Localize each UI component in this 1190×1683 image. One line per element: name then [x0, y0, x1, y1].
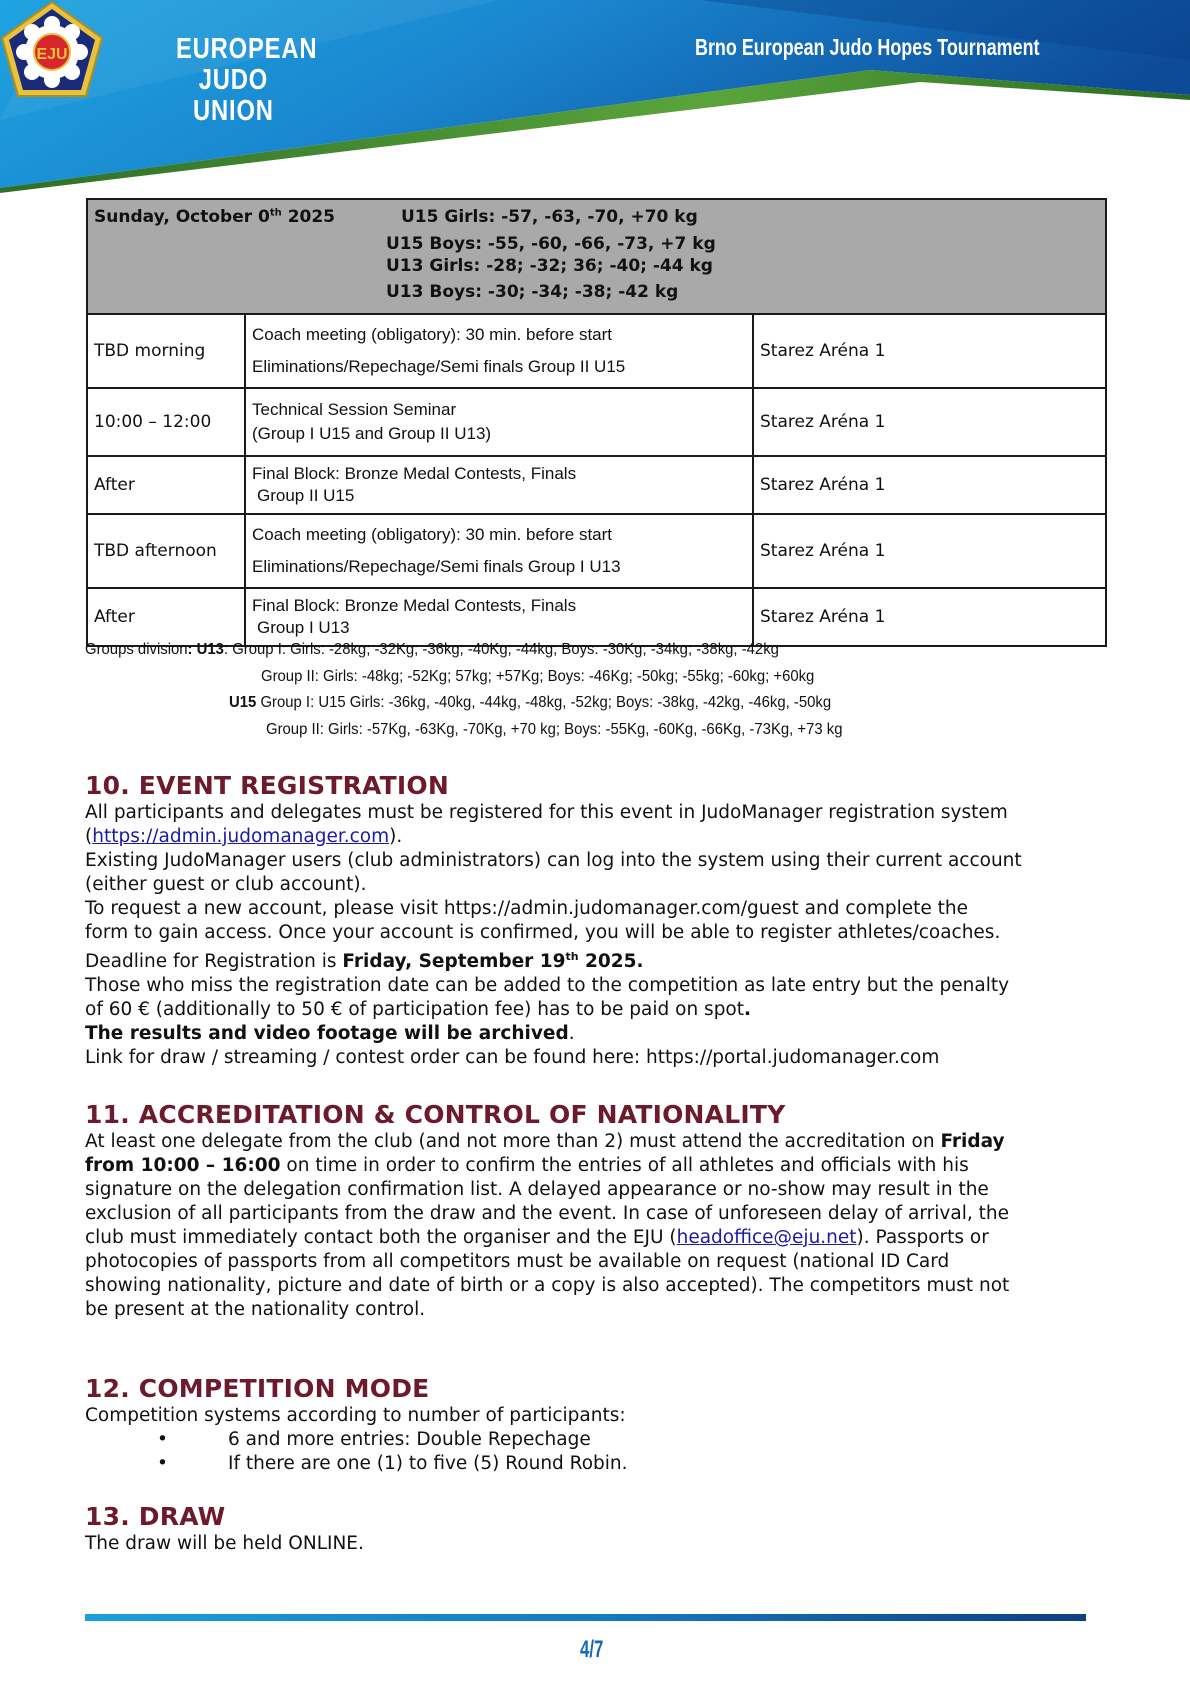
schedule-row	[87, 388, 1106, 456]
svg-text:EJU: EJU	[36, 46, 68, 63]
category-u13-boys: U13 Boys: -30; -34; -38; -42 kg	[386, 282, 679, 302]
groups-u13-group1: Groups division: U13: Group I: Girls: -28kg; -32Kg; -36kg; -40Kg; -44kg; Boys: -30Kg; -34kg; -38kg; -42kg	[85, 641, 779, 658]
header-banner	[0, 0, 1190, 200]
list-item: • 6 and more entries: Double Repechage	[157, 1429, 591, 1450]
schedule-time: TBD morning	[87, 314, 245, 388]
schedule-date: Sunday, October 0th 2025	[94, 207, 336, 227]
section-body: Competition systems according to number of participants:	[85, 1405, 626, 1426]
schedule-header-cell	[87, 199, 1106, 314]
org-name-line: JUDO	[198, 64, 269, 96]
org-name	[176, 33, 318, 127]
schedule-row	[87, 314, 1106, 388]
list-item: • If there are one (1) to five (5) Round Robin.	[157, 1453, 628, 1474]
org-name-line: EUROPEAN	[176, 33, 318, 65]
footer-divider	[85, 1614, 1086, 1621]
groups-u15-group2: Group II: Girls: -57Kg, -63Kg, -70Kg, +70 kg; Boys: -55Kg, -60Kg, -66Kg, -73Kg, +73 kg	[266, 721, 843, 738]
section-title: 11. ACCREDITATION & CONTROL OF NATIONALITY	[85, 1100, 786, 1129]
competition-mode-list	[85, 1428, 1115, 1476]
schedule-description: Final Block: Bronze Medal Contests, Finals Group II U15	[245, 456, 753, 514]
bullet-icon: •	[157, 1453, 168, 1474]
schedule-header-row	[87, 199, 1106, 314]
page-number: 4/7	[580, 1636, 604, 1663]
section-body: At least one delegate from the club (and not more than 2) must attend the accreditation on Friday from 10:00 – 16:00 on time in order to confirm the entries of all athletes and officials with his signature on the delegation confirmation list. A delayed appearance or no-show may result in the exclusion of all participants from the draw and the event. In case of unforeseen delay of arrival, the club must immediately contact both the organiser and the EJU (headoffice@eju.net). Passports or photocopies of passports from all competitors must be available on request (national ID Card showing nationality, picture and date of birth or a copy is also accepted). The competitors must not be present at the nationality control.	[85, 1131, 1010, 1320]
section-accreditation	[85, 1100, 1115, 1322]
bullet-icon: •	[157, 1429, 168, 1450]
schedule-time: After	[87, 456, 245, 514]
category-u13-girls: U13 Girls: -28; -32; 36; -40; -44 kg	[386, 256, 713, 276]
schedule-row	[87, 514, 1106, 588]
section-event-registration	[85, 771, 1115, 1070]
schedule-venue: Starez Aréna 1	[753, 388, 1106, 456]
schedule-row	[87, 588, 1106, 646]
schedule-description: Coach meeting (obligatory): 30 min. before start Eliminations/Repechage/Semi finals Group II U15	[245, 314, 753, 388]
schedule-time: After	[87, 588, 245, 646]
schedule-time: 10:00 – 12:00	[87, 388, 245, 456]
section-title: 13. DRAW	[85, 1502, 226, 1531]
schedule-description: Final Block: Bronze Medal Contests, Finals Group I U13	[245, 588, 753, 646]
section-body: The draw will be held ONLINE.	[85, 1533, 364, 1554]
section-competition-mode	[85, 1374, 1115, 1476]
eju-email-link[interactable]: headoffice@eju.net	[676, 1227, 857, 1248]
schedule-venue: Starez Aréna 1	[753, 588, 1106, 646]
category-u15-girls: U15 Girls: -57, -63, -70, +70 kg	[401, 207, 698, 227]
judomanager-admin-link[interactable]: https://admin.judomanager.com	[92, 826, 390, 847]
category-u15-boys: U15 Boys: -55, -60, -66, -73, +7 kg	[386, 234, 716, 254]
section-body: All participants and delegates must be registered for this event in JudoManager registration system (https://admin.judomanager.com). Existing JudoManager users (club administrators) can log into the system using their current account (either guest or club account). To request a new account, please visit https://admin.judomanager.com/guest and complete the form to gain access. Once your account is confirmed, you will be able to register athletes/coaches. Deadline for Registration is Friday, September 19th 2025. Those who miss the registration date can be added to the competition as late entry but the penalty of 60 € (additionally to 50 € of participation fee) has to be paid on spot. The results and video footage will be archived. Link for draw / streaming / contest order can be found here: https://portal.judomanager.com	[85, 801, 1115, 1070]
eju-logo-icon	[0, 0, 104, 100]
schedule-venue: Starez Aréna 1	[753, 456, 1106, 514]
schedule-row	[87, 456, 1106, 514]
tournament-title: Brno European Judo Hopes Tournament	[695, 34, 1040, 60]
section-title: 12. COMPETITION MODE	[85, 1374, 430, 1403]
schedule-time: TBD afternoon	[87, 514, 245, 588]
schedule-venue: Starez Aréna 1	[753, 314, 1106, 388]
groups-u13-group2: Group II: Girls: -48kg; -52Kg; 57kg; +57Kg; Boys: -46Kg; -50kg; -55kg; -60kg; +60kg	[261, 668, 815, 685]
schedule-description: Technical Session Seminar (Group I U15 and Group II U13)	[245, 388, 753, 456]
org-name-line: UNION	[193, 95, 274, 127]
section-draw	[85, 1502, 1115, 1556]
groups-u15-group1: U15 Group I: U15 Girls: -36kg, -40kg, -44kg, -48kg, -52kg; Boys: -38kg, -42kg, -46kg, -50kg	[229, 694, 832, 711]
section-title: 10. EVENT REGISTRATION	[85, 771, 449, 800]
schedule-table	[86, 198, 1107, 647]
schedule-venue: Starez Aréna 1	[753, 514, 1106, 588]
schedule-description: Coach meeting (obligatory): 30 min. before start Eliminations/Repechage/Semi finals Group I U13	[245, 514, 753, 588]
registration-deadline: Deadline for Registration is Friday, September 19th 2025.	[85, 950, 644, 973]
